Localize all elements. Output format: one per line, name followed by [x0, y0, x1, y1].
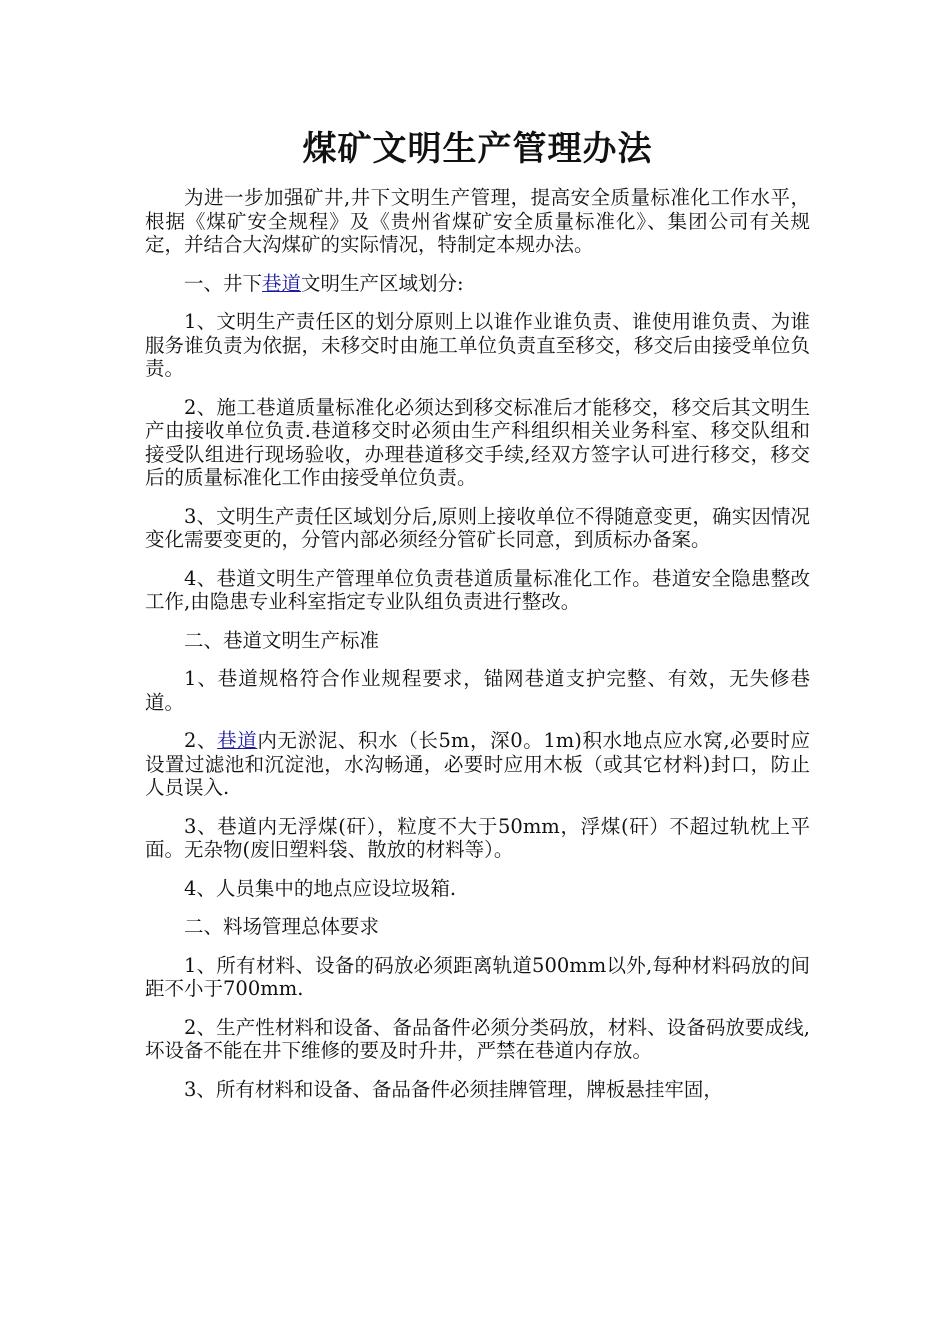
- section-3-item-3: 3、所有材料和设备、备品备件必须挂牌管理，牌板悬挂牢固，: [184, 1077, 723, 1101]
- section-2-item-1: 1、巷道规格符合作业规程要求，锚网巷道支护完整、有效，无失修巷道。: [145, 667, 810, 714]
- section-2-item-2-prefix: 2、: [184, 729, 218, 752]
- intro-paragraph: 为进一步加强矿井,井下文明生产管理，提高安全质量标准化工作水平，根据《煤矿安全规程》及《贵州省煤矿安全质量标准化》、集团公司有关规定，并结合大沟煤矿的实际情况，特制定本规办法。: [145, 186, 810, 256]
- section-3-item-2: 2、生产性材料和设备、备品备件必须分类码放，材料、设备码放要成线,坏设备不能在井下维修的要及时升井，严禁在巷道内存放。: [145, 1015, 810, 1062]
- tunnel-link-2[interactable]: 巷道: [217, 729, 258, 752]
- section-1-prefix: 一、井下: [184, 271, 263, 295]
- tunnel-link[interactable]: 巷道: [262, 271, 302, 295]
- section-1-item-2: 2、施工巷道质量标准化必须达到移交标准后才能移交，移交后其文明生产由接收单位负责.巷道移交时必须由生产科组织相关业务科室、移交队组和接受队组进行现场验收，办理巷道移交手续,经双方签字认可进行移交，移交后的质量标准化工作由接受单位负责。: [145, 395, 810, 489]
- section-2-item-2-suffix: 内无淤泥、积水（长5m，深0。1m)积水地点应水窝,必要时应设置过滤池和沉淀池，水沟畅通，必要时应用木板（或其它材料)封口，防止人员误入.: [145, 729, 810, 799]
- section-2-heading: 二、巷道文明生产标准: [184, 628, 380, 652]
- section-2-item-2: [145, 729, 810, 800]
- section-1-heading: [145, 272, 810, 296]
- section-3-item-1: 1、所有材料、设备的码放必须距离轨道500mm以外,每种材料码放的间距不小于700mm.: [145, 953, 810, 1000]
- section-2-item-4: 4、人员集中的地点应设垃圾箱.: [184, 876, 457, 900]
- document-page: [145, 124, 810, 1116]
- section-2-item-3: 3、巷道内无浮煤(矸），粒度不大于50mm，浮煤(矸）不超过轨枕上平面。无杂物(废旧塑料袋、散放的材料等）。: [145, 814, 810, 861]
- section-1-item-1: 1、文明生产责任区的划分原则上以谁作业谁负责、谁使用谁负责、为谁服务谁负责为依据，未移交时由施工单位负责直至移交，移交后由接受单位负责。: [145, 310, 810, 380]
- section-1-suffix: 文明生产区域划分:: [301, 271, 464, 295]
- document-title: 煤矿文明生产管理办法: [302, 129, 653, 169]
- section-1-item-4: 4、巷道文明生产管理单位负责巷道质量标准化工作。巷道安全隐患整改工作,由隐患专业科室指定专业队组负责进行整改。: [145, 566, 810, 613]
- section-3-heading: 二、料场管理总体要求: [184, 915, 380, 938]
- section-1-item-3: 3、文明生产责任区域划分后,原则上接收单位不得随意变更，确实因情况变化需要变更的，分管内部必须经分管矿长同意，到质标办备案。: [145, 504, 810, 551]
